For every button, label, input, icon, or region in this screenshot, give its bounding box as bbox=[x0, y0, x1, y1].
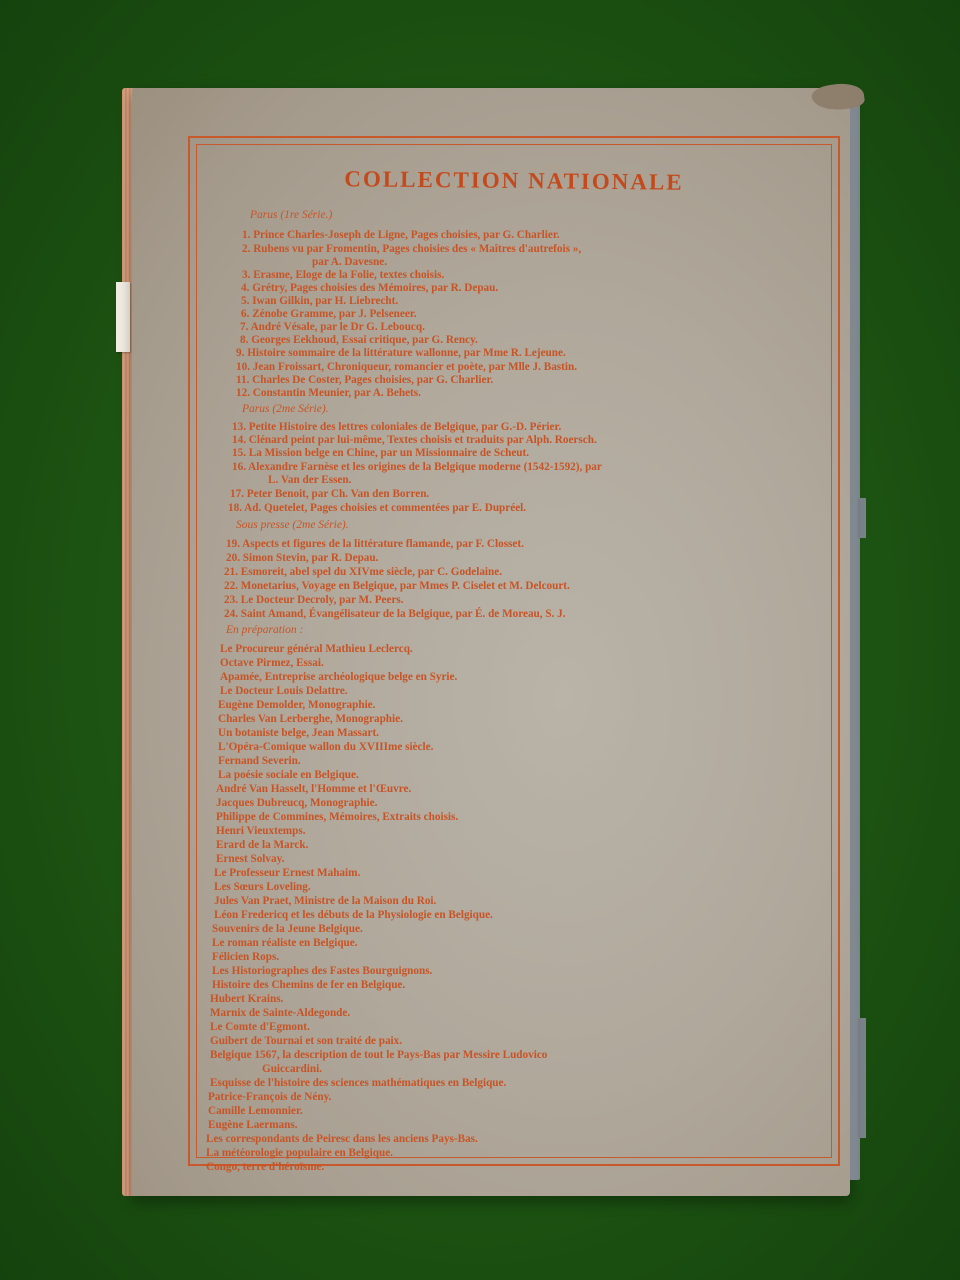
list-item: 12. Constantin Meunier, par A. Behets. bbox=[236, 387, 421, 399]
list-item: 8. Georges Eekhoud, Essai critique, par G. Rency. bbox=[240, 334, 478, 346]
list-item: 3. Erasme, Eloge de la Folie, textes choisis. bbox=[242, 269, 445, 281]
list-item: Un botaniste belge, Jean Massart. bbox=[218, 727, 379, 739]
list-item: Les correspondants de Peiresc dans les anciens Pays-Bas. bbox=[206, 1133, 478, 1145]
list-item: Le roman réaliste en Belgique. bbox=[212, 937, 358, 949]
list-item: Le Professeur Ernest Mahaim. bbox=[214, 867, 361, 879]
list-item: L'Opéra-Comique wallon du XVIIIme siècle. bbox=[218, 741, 434, 753]
list-item: Guibert de Tournai et son traité de paix. bbox=[210, 1035, 403, 1047]
list-item: Patrice-François de Nény. bbox=[208, 1091, 332, 1103]
list-item: 14. Clénard peint par lui-même, Textes choisis et traduits par Alph. Roersch. bbox=[232, 434, 597, 446]
list-item: 6. Zénobe Gramme, par J. Pelseneer. bbox=[241, 308, 417, 320]
list-item: Fernand Severin. bbox=[218, 755, 301, 767]
list-item: Jules Van Praet, Ministre de la Maison du Roi. bbox=[214, 895, 437, 907]
list-item: Philippe de Commines, Mémoires, Extraits choisis. bbox=[216, 811, 459, 823]
list-item: André Van Hasselt, l'Homme et l'Œuvre. bbox=[216, 783, 412, 795]
list-item: Guiccardini. bbox=[262, 1063, 322, 1075]
list-item: Léon Fredericq et les débuts de la Physiologie en Belgique. bbox=[214, 909, 493, 921]
list-item: Le Procureur général Mathieu Leclercq. bbox=[220, 643, 413, 655]
list-item: 20. Simon Stevin, par R. Depau. bbox=[226, 552, 379, 564]
list-item: 4. Grétry, Pages choisies des Mémoires, par R. Depau. bbox=[241, 282, 499, 294]
list-item: 15. La Mission belge en Chine, par un Missionnaire de Scheut. bbox=[232, 447, 530, 459]
list-item: Les Sœurs Loveling. bbox=[214, 881, 311, 893]
list-item: 11. Charles De Coster, Pages choisies, par G. Charlier. bbox=[236, 374, 494, 386]
list-item: 22. Monetarius, Voyage en Belgique, par Mmes P. Ciselet et M. Delcourt. bbox=[224, 580, 570, 592]
list-item: Marnix de Sainte-Aldegonde. bbox=[210, 1007, 351, 1019]
list-item: Jacques Dubreucq, Monographie. bbox=[216, 797, 378, 809]
list-item: Congo, terre d'héroïsme. bbox=[206, 1161, 325, 1173]
list-item: Erard de la Marck. bbox=[216, 839, 309, 851]
list-item: La météorologie populaire en Belgique. bbox=[206, 1147, 393, 1159]
list-item: 19. Aspects et figures de la littérature flamande, par F. Closset. bbox=[226, 538, 524, 550]
list-item: Eugène Laermans. bbox=[208, 1119, 298, 1131]
list-item: Les Historiographes des Fastes Bourguignons. bbox=[212, 965, 433, 977]
list-item: L. Van der Essen. bbox=[268, 474, 352, 486]
section-heading: Sous presse (2me Série). bbox=[236, 519, 349, 531]
collection-title: COLLECTION NATIONALE bbox=[344, 166, 684, 195]
list-item: Octave Pirmez, Essai. bbox=[220, 657, 324, 669]
list-item: Charles Van Lerberghe, Monographie. bbox=[218, 713, 403, 725]
list-item: Hubert Krains. bbox=[210, 993, 284, 1005]
list-item: 18. Ad. Quetelet, Pages choisies et commentées par E. Dupréel. bbox=[228, 502, 527, 514]
list-item: Souvenirs de la Jeune Belgique. bbox=[212, 923, 363, 935]
list-item: La poésie sociale en Belgique. bbox=[218, 769, 359, 781]
list-item: 10. Jean Froissart, Chroniqueur, romancier et poète, par Mlle J. Bastin. bbox=[236, 361, 577, 373]
list-item: Histoire des Chemins de fer en Belgique. bbox=[212, 979, 406, 991]
list-item: 9. Histoire sommaire de la littérature wallonne, par Mme R. Lejeune. bbox=[236, 347, 566, 359]
section-heading: En préparation : bbox=[226, 624, 304, 636]
list-item: 5. Iwan Gilkin, par H. Liebrecht. bbox=[241, 295, 399, 307]
list-item: Le Comte d'Egmont. bbox=[210, 1021, 310, 1033]
list-item: par A. Davesne. bbox=[312, 256, 388, 268]
list-item: Belgique 1567, la description de tout le Pays-Bas par Messire Ludovico bbox=[210, 1049, 548, 1061]
list-item: 23. Le Docteur Decroly, par M. Peers. bbox=[224, 594, 404, 606]
list-item: 16. Alexandre Farnèse et les origines de la Belgique moderne (1542-1592), par bbox=[232, 461, 602, 473]
list-item: Ernest Solvay. bbox=[216, 853, 285, 865]
list-item: Camille Lemonnier. bbox=[208, 1105, 303, 1117]
list-item: 24. Saint Amand, Évangélisateur de la Belgique, par É. de Moreau, S. J. bbox=[224, 608, 566, 620]
list-item: Le Docteur Louis Delattre. bbox=[220, 685, 348, 697]
section-heading: Parus (1re Série.) bbox=[250, 209, 333, 221]
list-item: Esquisse de l'histoire des sciences mathématiques en Belgique. bbox=[210, 1077, 507, 1089]
list-item: 17. Peter Benoit, par Ch. Van den Borren. bbox=[230, 488, 430, 500]
list-item: Eugène Demolder, Monographie. bbox=[218, 699, 376, 711]
list-item: 2. Rubens vu par Fromentin, Pages choisies des « Maîtres d'autrefois », bbox=[242, 243, 582, 255]
list-item: 1. Prince Charles-Joseph de Ligne, Pages choisies, par G. Charlier. bbox=[242, 229, 560, 241]
list-item: Félicien Rops. bbox=[212, 951, 280, 963]
list-item: 13. Petite Histoire des lettres coloniales de Belgique, par G.-D. Périer. bbox=[232, 421, 562, 433]
section-heading: Parus (2me Série). bbox=[242, 403, 329, 415]
list-item: 7. André Vésale, par le Dr G. Leboucq. bbox=[240, 321, 425, 333]
list-item: Apamée, Entreprise archéologique belge en Syrie. bbox=[220, 671, 458, 683]
list-item: Henri Vieuxtemps. bbox=[216, 825, 306, 837]
list-item: 21. Esmoreit, abel spel du XIVme siècle, par C. Godelaine. bbox=[224, 566, 503, 578]
